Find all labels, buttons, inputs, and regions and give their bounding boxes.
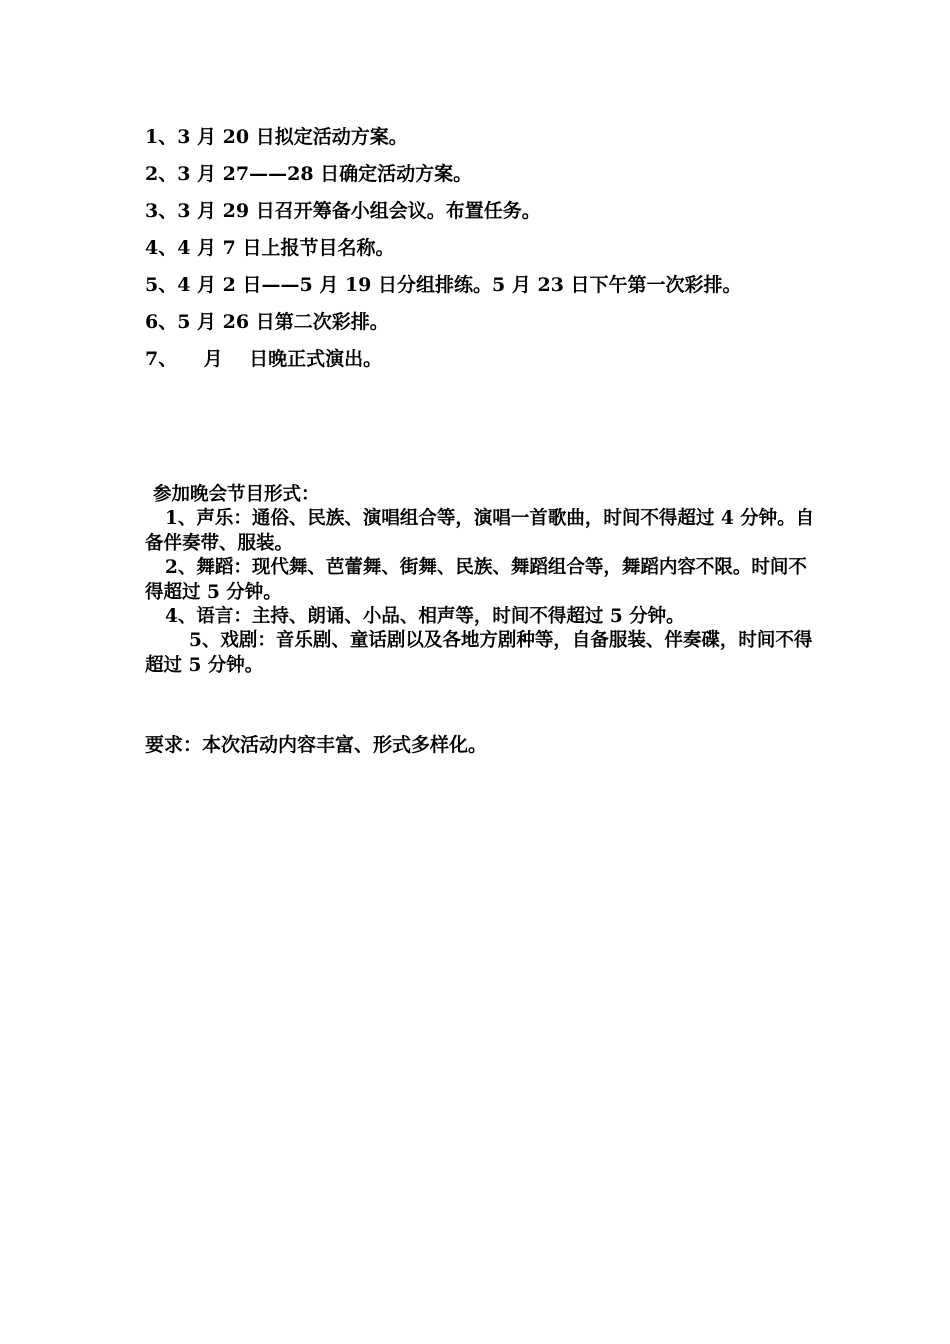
program-forms-section xyxy=(145,483,815,678)
program-form-drama: 5、戏剧：音乐剧、童话剧以及各地方剧种等，自备服装、伴奏碟，时间不得超过 5 分钟。 xyxy=(145,630,813,676)
schedule-item-3: 3、3 月 29 日召开筹备小组会议。布置任务。 xyxy=(145,200,541,222)
requirement-text: 要求：本次活动内容丰富、形式多样化。 xyxy=(145,734,488,756)
schedule-item-5: 5、4 月 2 日——5 月 19 日分组排练。5 月 23 日下午第一次彩排。 xyxy=(145,274,742,296)
schedule-item-6: 6、5 月 26 日第二次彩排。 xyxy=(145,311,389,333)
schedule-item-4: 4、4 月 7 日上报节目名称。 xyxy=(145,237,395,259)
schedule-item-2: 2、3 月 27——28 日确定活动方案。 xyxy=(145,163,473,185)
program-form-vocal: 1、声乐：通俗、民族、演唱组合等，演唱一首歌曲，时间不得超过 4 分钟。自备伴奏带、服装。 xyxy=(145,508,815,554)
schedule-item-7: 7、 月 日晚正式演出。 xyxy=(145,348,383,370)
schedule-list xyxy=(145,119,825,378)
schedule-item-1: 1、3 月 20 日拟定活动方案。 xyxy=(145,126,408,148)
program-form-language: 4、语言：主持、朗诵、小品、相声等，时间不得超过 5 分钟。 xyxy=(165,606,685,628)
program-form-dance: 2、舞蹈：现代舞、芭蕾舞、街舞、民族、舞蹈组合等，舞蹈内容不限。时间不得超过 5 分钟。 xyxy=(145,557,807,603)
program-forms-heading: 参加晚会节目形式： xyxy=(153,484,320,505)
